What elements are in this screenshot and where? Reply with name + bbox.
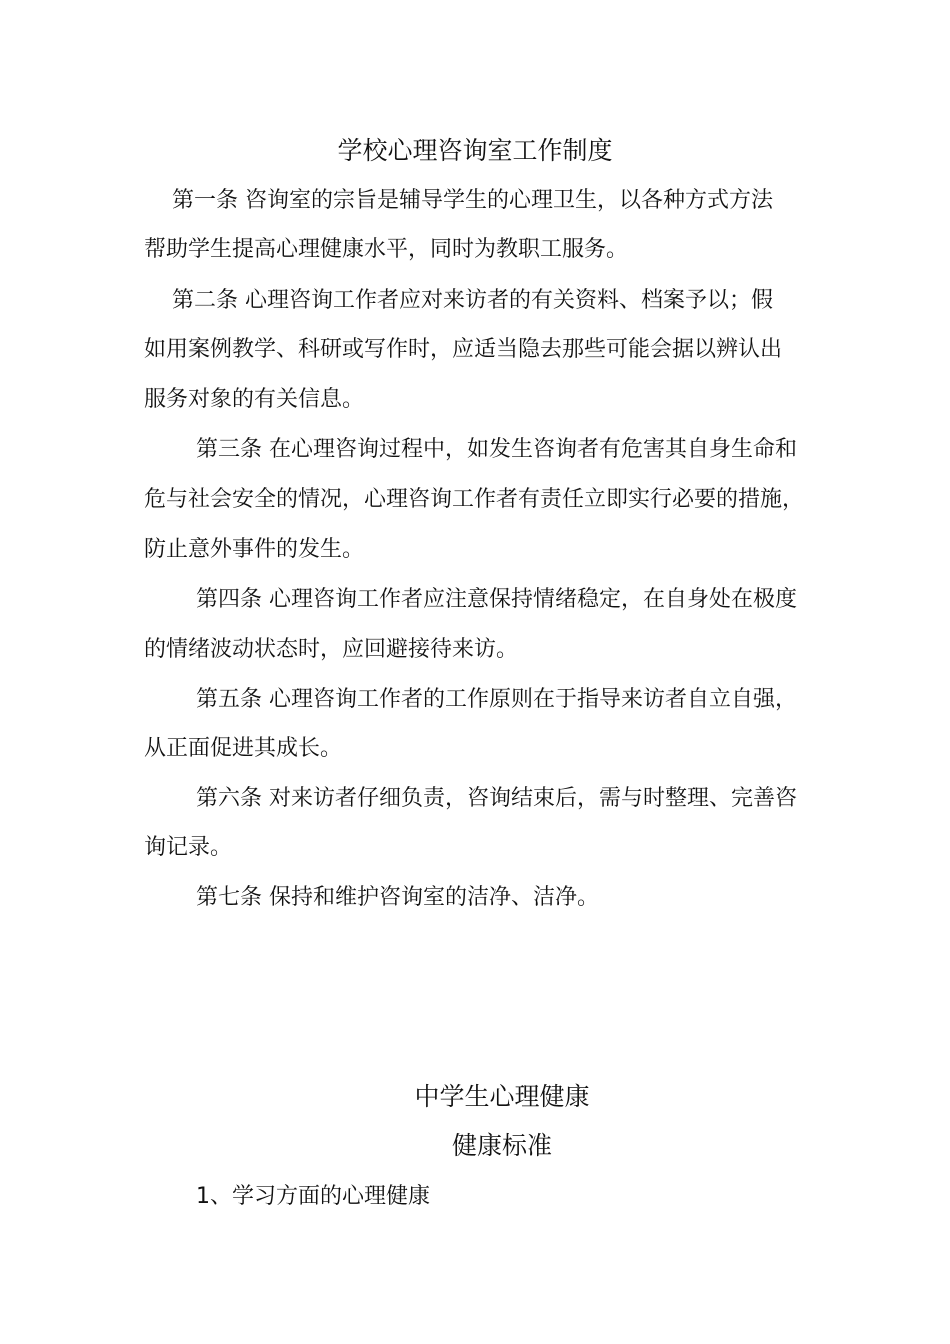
article-3-line-2: 危与社会安全的情况，心理咨询工作者有责任立即实行必要的措施， — [144, 487, 805, 512]
article-4-line-1: 第四条 心理咨询工作者应注意保持情绪稳定，在自身处在极度 — [196, 587, 797, 612]
document-title: 学校心理咨询室工作制度 — [337, 136, 613, 165]
article-2-line-1: 第二条 心理咨询工作者应对来访者的有关资料、档案予以；假 — [172, 288, 773, 313]
article-5-line-1: 第五条 心理咨询工作者的工作原则在于指导来访者自立自强， — [196, 687, 797, 712]
article-2-line-3: 服务对象的有关信息。 — [144, 387, 365, 412]
article-1-line-2: 帮助学生提高心理健康水平，同时为教职工服务。 — [144, 237, 629, 262]
article-3-line-1: 第三条 在心理咨询过程中，如发生咨询者有危害其自身生命和 — [196, 437, 797, 462]
article-3-line-3: 防止意外事件的发生。 — [144, 537, 365, 562]
article-6-line-1: 第六条 对来访者仔细负责，咨询结束后，需与时整理、完善咨 — [196, 786, 797, 811]
article-6-line-2: 询记录。 — [144, 835, 233, 860]
article-2-line-2: 如用案例教学、科研或写作时，应适当隐去那些可能会据以辨认出 — [144, 337, 783, 362]
article-4-line-2: 的情绪波动状态时，应回避接待来访。 — [144, 637, 519, 662]
section-2-subtitle: 健康标准 — [451, 1131, 552, 1160]
article-1-line-1: 第一条 咨询室的宗旨是辅导学生的心理卫生，以各种方式方法 — [172, 188, 773, 213]
section-2-title: 中学生心理健康 — [414, 1082, 590, 1111]
article-7-line-1: 第七条 保持和维护咨询室的洁净、洁净。 — [196, 885, 599, 910]
section-2-item-1: 1、学习方面的心理健康 — [196, 1184, 430, 1209]
article-5-line-2: 从正面促进其成长。 — [144, 736, 343, 761]
